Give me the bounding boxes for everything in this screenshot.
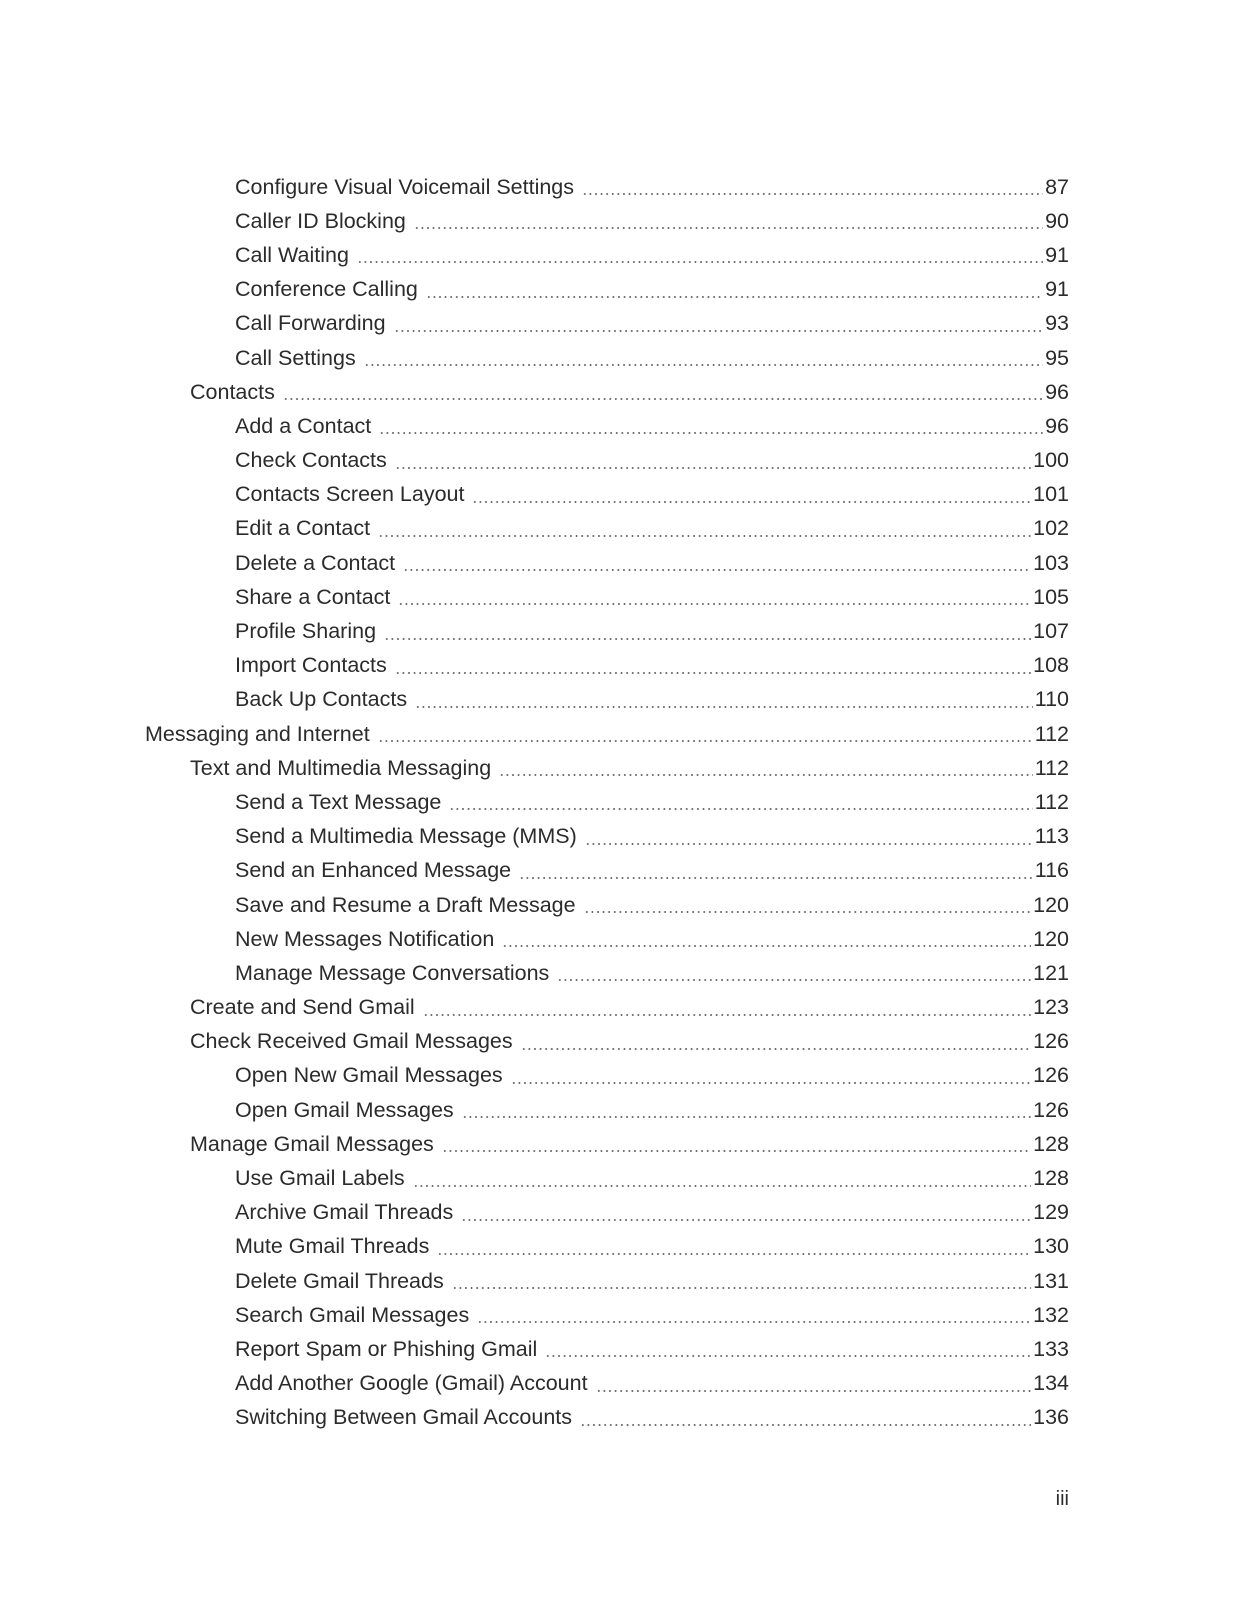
toc-entry-title: Add Another Google (Gmail) Account xyxy=(235,1371,588,1396)
toc-entry-title: Send a Text Message xyxy=(235,789,442,814)
toc-entry[interactable] xyxy=(0,649,1237,683)
toc-entry-page-number: 103 xyxy=(1033,550,1069,575)
toc-entry[interactable] xyxy=(0,409,1237,443)
toc-entry-title: Share a Contact xyxy=(235,584,391,609)
page-number: iii xyxy=(1055,1488,1069,1510)
dot-leader xyxy=(452,1287,1031,1289)
toc-entry-title: Caller ID Blocking xyxy=(235,208,406,233)
toc-entry-title: Contacts xyxy=(190,379,275,404)
toc-entry[interactable] xyxy=(0,922,1237,956)
toc-entry-page-number: 105 xyxy=(1033,584,1069,609)
toc-entry-page-number: 128 xyxy=(1033,1166,1069,1191)
toc-entry-title: Open New Gmail Messages xyxy=(235,1063,503,1088)
toc-entry[interactable] xyxy=(0,1093,1237,1127)
toc-entry-title: Conference Calling xyxy=(235,277,418,302)
toc-entry[interactable] xyxy=(0,375,1237,409)
toc-entry-page-number: 100 xyxy=(1033,448,1069,473)
dot-leader xyxy=(582,193,1043,195)
toc-entry[interactable] xyxy=(0,546,1237,580)
dot-leader xyxy=(415,706,1033,708)
toc-entry[interactable] xyxy=(0,888,1237,922)
dot-leader xyxy=(395,672,1031,674)
toc-entry-page-number: 93 xyxy=(1045,311,1069,336)
toc-entry-page-number: 126 xyxy=(1033,1063,1069,1088)
toc-entry-page-number: 134 xyxy=(1033,1371,1069,1396)
toc-entry[interactable] xyxy=(0,170,1237,204)
toc-entry-page-number: 133 xyxy=(1033,1336,1069,1361)
toc-entry-title: New Messages Notification xyxy=(235,926,495,951)
toc-entry[interactable] xyxy=(0,854,1237,888)
toc-entry-title: Import Contacts xyxy=(235,653,387,678)
toc-entry-page-number: 130 xyxy=(1033,1234,1069,1259)
toc-entry-page-number: 91 xyxy=(1045,242,1069,267)
toc-entry-page-number: 91 xyxy=(1045,277,1069,302)
toc-entry-title: Open Gmail Messages xyxy=(235,1097,454,1122)
toc-entry[interactable] xyxy=(0,238,1237,272)
toc-entry-page-number: 129 xyxy=(1033,1200,1069,1225)
toc-entry-title: Send an Enhanced Message xyxy=(235,858,512,883)
toc-entry[interactable] xyxy=(0,614,1237,648)
dot-leader xyxy=(472,501,1031,503)
dot-leader xyxy=(511,1082,1031,1084)
toc-entry-title: Edit a Contact xyxy=(235,516,371,541)
toc-entry[interactable] xyxy=(0,785,1237,819)
toc-entry[interactable] xyxy=(0,1298,1237,1332)
toc-entry-page-number: 126 xyxy=(1033,1097,1069,1122)
toc-entry-page-number: 120 xyxy=(1033,926,1069,951)
toc-entry[interactable] xyxy=(0,1127,1237,1161)
toc-entry[interactable] xyxy=(0,717,1237,751)
dot-leader xyxy=(414,227,1043,229)
toc-entry[interactable] xyxy=(0,273,1237,307)
dot-leader xyxy=(378,740,1033,742)
dot-leader xyxy=(403,569,1031,571)
toc-entry-title: Contacts Screen Layout xyxy=(235,482,465,507)
toc-entry-page-number: 96 xyxy=(1045,413,1069,438)
toc-entry-title: Profile Sharing xyxy=(235,619,377,644)
toc-entry-page-number: 128 xyxy=(1033,1131,1069,1156)
dot-leader xyxy=(384,638,1031,640)
toc-entry-page-number: 131 xyxy=(1033,1268,1069,1293)
toc-entry-page-number: 90 xyxy=(1045,208,1069,233)
toc-entry-page-number: 108 xyxy=(1033,653,1069,678)
toc-entry-page-number: 113 xyxy=(1034,824,1069,849)
toc-entry[interactable] xyxy=(0,1230,1237,1264)
toc-entry[interactable] xyxy=(0,991,1237,1025)
toc-entry-title: Delete Gmail Threads xyxy=(235,1268,444,1293)
dot-leader xyxy=(426,296,1043,298)
table-of-contents xyxy=(0,170,1237,1435)
dot-leader xyxy=(394,330,1043,332)
dot-leader xyxy=(395,467,1031,469)
dot-leader xyxy=(283,398,1043,400)
toc-entry-page-number: 112 xyxy=(1034,721,1069,746)
toc-entry-title: Call Forwarding xyxy=(235,311,386,336)
toc-entry[interactable] xyxy=(0,1367,1237,1401)
toc-entry[interactable] xyxy=(0,820,1237,854)
toc-entry-title: Text and Multimedia Messaging xyxy=(190,755,492,780)
toc-entry-title: Check Contacts xyxy=(235,448,387,473)
toc-entry[interactable] xyxy=(0,1401,1237,1435)
dot-leader xyxy=(519,877,1033,879)
dot-leader xyxy=(580,1424,1031,1426)
toc-entry-title: Call Settings xyxy=(235,345,356,370)
toc-entry[interactable] xyxy=(0,204,1237,238)
toc-entry-title: Configure Visual Voicemail Settings xyxy=(235,174,575,199)
toc-entry-title: Manage Gmail Messages xyxy=(190,1131,434,1156)
toc-entry-title: Back Up Contacts xyxy=(235,687,408,712)
dot-leader xyxy=(437,1253,1031,1255)
toc-entry-page-number: 107 xyxy=(1033,619,1069,644)
dot-leader xyxy=(461,1219,1031,1221)
toc-entry-title: Send a Multimedia Message (MMS) xyxy=(235,824,577,849)
toc-entry-title: Messaging and Internet xyxy=(145,721,370,746)
dot-leader xyxy=(378,535,1031,537)
dot-leader xyxy=(442,1150,1031,1152)
dot-leader xyxy=(596,1390,1032,1392)
toc-entry[interactable] xyxy=(0,444,1237,478)
toc-entry-title: Mute Gmail Threads xyxy=(235,1234,430,1259)
dot-leader xyxy=(357,261,1043,263)
toc-entry[interactable] xyxy=(0,1161,1237,1195)
dot-leader xyxy=(379,432,1043,434)
dot-leader xyxy=(398,603,1031,605)
toc-entry-page-number: 123 xyxy=(1033,995,1069,1020)
toc-entry[interactable] xyxy=(0,751,1237,785)
dot-leader xyxy=(413,1185,1031,1187)
toc-entry[interactable] xyxy=(0,580,1237,614)
toc-entry[interactable] xyxy=(0,1264,1237,1298)
toc-entry-title: Check Received Gmail Messages xyxy=(190,1029,513,1054)
toc-entry-title: Create and Send Gmail xyxy=(190,995,415,1020)
toc-entry-page-number: 136 xyxy=(1033,1405,1069,1430)
toc-entry-title: Add a Contact xyxy=(235,413,372,438)
toc-entry[interactable] xyxy=(0,478,1237,512)
dot-leader xyxy=(502,945,1031,947)
toc-entry-page-number: 95 xyxy=(1045,345,1069,370)
toc-entry-page-number: 120 xyxy=(1033,892,1069,917)
toc-entry[interactable] xyxy=(0,956,1237,990)
toc-entry-title: Report Spam or Phishing Gmail xyxy=(235,1336,538,1361)
toc-entry-page-number: 87 xyxy=(1045,174,1069,199)
toc-entry-page-number: 121 xyxy=(1033,960,1069,985)
dot-leader xyxy=(364,364,1043,366)
toc-entry-page-number: 102 xyxy=(1033,516,1069,541)
toc-entry-page-number: 110 xyxy=(1034,687,1069,712)
toc-entry-title: Archive Gmail Threads xyxy=(235,1200,454,1225)
toc-entry[interactable] xyxy=(0,512,1237,546)
toc-entry-title: Delete a Contact xyxy=(235,550,396,575)
toc-entry[interactable] xyxy=(0,1196,1237,1230)
toc-entry[interactable] xyxy=(0,1025,1237,1059)
dot-leader xyxy=(585,843,1033,845)
toc-entry-title: Call Waiting xyxy=(235,242,349,267)
dot-leader xyxy=(477,1321,1031,1323)
toc-entry-page-number: 132 xyxy=(1033,1302,1069,1327)
dot-leader xyxy=(584,911,1032,913)
toc-entry-page-number: 96 xyxy=(1045,379,1069,404)
toc-entry-page-number: 112 xyxy=(1034,755,1069,780)
dot-leader xyxy=(499,774,1033,776)
toc-entry-title: Search Gmail Messages xyxy=(235,1302,470,1327)
toc-entry-page-number: 126 xyxy=(1033,1029,1069,1054)
toc-entry[interactable] xyxy=(0,341,1237,375)
dot-leader xyxy=(557,979,1031,981)
toc-entry-title: Use Gmail Labels xyxy=(235,1166,405,1191)
toc-entry[interactable] xyxy=(0,683,1237,717)
dot-leader xyxy=(423,1014,1031,1016)
dot-leader xyxy=(449,808,1032,810)
toc-entry-page-number: 116 xyxy=(1034,858,1069,883)
dot-leader xyxy=(521,1048,1031,1050)
toc-entry-title: Save and Resume a Draft Message xyxy=(235,892,576,917)
toc-entry-title: Switching Between Gmail Accounts xyxy=(235,1405,572,1430)
toc-entry-title: Manage Message Conversations xyxy=(235,960,550,985)
dot-leader xyxy=(462,1116,1031,1118)
toc-entry[interactable] xyxy=(0,307,1237,341)
toc-entry[interactable] xyxy=(0,1059,1237,1093)
toc-entry-page-number: 101 xyxy=(1033,482,1069,507)
dot-leader xyxy=(545,1355,1031,1357)
toc-entry-page-number: 112 xyxy=(1034,789,1069,814)
toc-entry[interactable] xyxy=(0,1332,1237,1366)
